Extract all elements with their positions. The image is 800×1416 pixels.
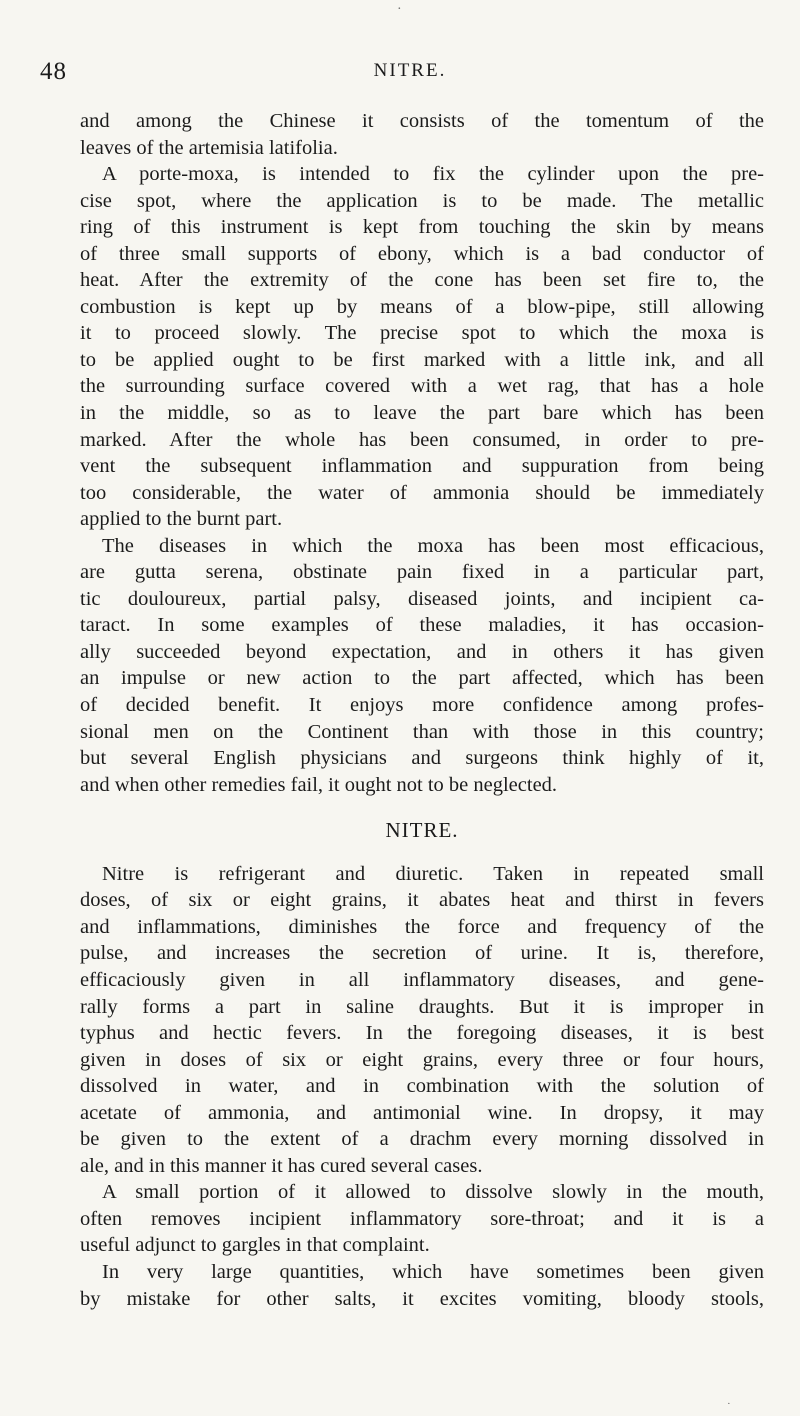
text-line: of three small supports of ebony, which is a bad conductor of xyxy=(80,242,764,265)
text-line: In very large quantities, which have sometimes been given xyxy=(102,1260,764,1283)
text-line: useful adjunct to gargles in that complaint. xyxy=(80,1234,430,1257)
text-line: Nitre is refrigerant and diuretic. Taken in repeated small xyxy=(102,862,764,885)
text-line: by mistake for other salts, it excites vomiting, bloody stools, xyxy=(80,1287,764,1310)
text-line: pulse, and increases the secretion of urine. It is, therefore, xyxy=(80,942,764,965)
text-line: taract. In some examples of these maladies, it has occasion- xyxy=(80,614,764,637)
text-line: A porte-moxa, is intended to fix the cylinder upon the pre- xyxy=(102,163,764,186)
text-line: marked. After the whole has been consumed, in order to pre- xyxy=(80,428,764,451)
text-line: ring of this instrument is kept from touching the skin by means xyxy=(80,216,764,239)
text-line: but several English physicians and surgeons think highly of it, xyxy=(80,747,764,770)
text-line: combustion is kept up by means of a blow-pipe, still allowing xyxy=(80,295,764,318)
text-line: of decided benefit. It enjoys more confidence among profes- xyxy=(80,694,764,717)
text-line: it to proceed slowly. The precise spot to which the moxa is xyxy=(80,322,764,345)
paragraph-nitre-sore-throat xyxy=(80,1179,764,1259)
text-line: an impulse or new action to the part affected, which has been xyxy=(80,667,764,690)
running-head-title: NITRE. xyxy=(373,60,447,81)
text-line: given in doses of six or eight grains, every three or four hours, xyxy=(80,1048,764,1071)
paragraph-moxa-continued xyxy=(80,108,764,161)
text-line: and when other remedies fail, it ought not to be neglected. xyxy=(80,773,558,796)
text-line: ally succeeded beyond expectation, and in others it has given xyxy=(80,640,764,663)
running-head xyxy=(40,58,760,88)
text-line: efficaciously given in all inflammatory diseases, and gene- xyxy=(80,968,764,991)
text-line: leaves of the artemisia latifolia. xyxy=(80,136,338,159)
text-line: vent the subsequent inflammation and suppuration from being xyxy=(80,455,764,478)
scan-speck: · xyxy=(727,1398,731,1410)
text-line: often removes incipient inflammatory sore-throat; and it is a xyxy=(80,1207,764,1230)
paragraph-porte-moxa xyxy=(80,161,764,533)
text-line: are gutta serena, obstinate pain fixed in a particular part, xyxy=(80,561,764,584)
text-line: to be applied ought to be first marked with a little ink, and all xyxy=(80,348,764,371)
text-line: typhus and hectic fevers. In the foregoing diseases, it is best xyxy=(80,1022,764,1045)
text-line: rally forms a part in saline draughts. But it is improper in xyxy=(80,995,764,1018)
text-line: cise spot, where the application is to be made. The metallic xyxy=(80,189,764,212)
text-line: and inflammations, diminishes the force and frequency of the xyxy=(80,915,764,938)
text-line: doses, of six or eight grains, it abates heat and thirst in fevers xyxy=(80,889,764,912)
text-line: dissolved in water, and in combination with the solution of xyxy=(80,1075,764,1098)
text-line: too considerable, the water of ammonia should be immediately xyxy=(80,481,764,504)
section-heading-nitre: NITRE. xyxy=(385,818,459,843)
text-line: The diseases in which the moxa has been most efficacious, xyxy=(102,534,764,557)
paragraph-nitre-properties xyxy=(80,861,764,1180)
text-line: acetate of ammonia, and antimonial wine. In dropsy, it may xyxy=(80,1101,764,1124)
text-line: applied to the burnt part. xyxy=(80,508,283,531)
text-line: in the middle, so as to leave the part bare which has been xyxy=(80,402,764,425)
text-line: sional men on the Continent than with those in this country; xyxy=(80,720,764,743)
paragraph-moxa-diseases xyxy=(80,533,764,798)
paragraph-nitre-large-quantities xyxy=(80,1259,764,1312)
text-line: A small portion of it allowed to dissolve slowly in the mouth, xyxy=(102,1181,764,1204)
scan-speck: · xyxy=(397,2,402,17)
body-text xyxy=(80,108,764,1312)
text-line: ale, and in this manner it has cured several cases. xyxy=(80,1154,483,1177)
text-line: tic douloureux, partial palsy, diseased joints, and incipient ca- xyxy=(80,587,764,610)
text-line: the surrounding surface covered with a wet rag, that has a hole xyxy=(80,375,764,398)
text-line: be given to the extent of a drachm every morning dissolved in xyxy=(80,1128,764,1151)
page-number: 48 xyxy=(40,58,67,85)
text-line: and among the Chinese it consists of the tomentum of the xyxy=(80,110,764,132)
text-line: heat. After the extremity of the cone has been set fire to, the xyxy=(80,269,764,292)
